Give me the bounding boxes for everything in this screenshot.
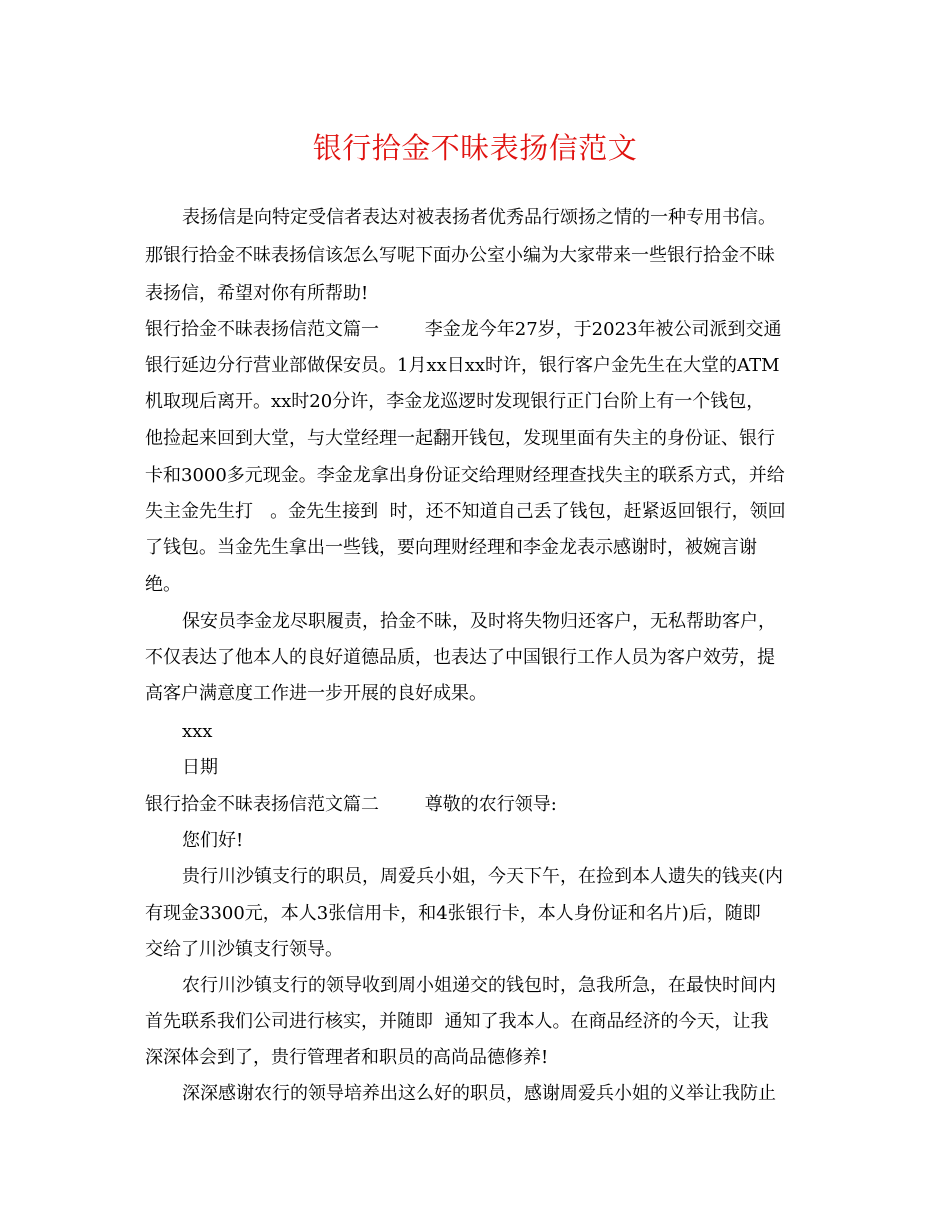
paragraph-line: 农行川沙镇支行的领导收到周小姐递交的钱包时，急我所急，在最快时间内 [182,975,776,996]
paragraph-line: 那银行拾金不昧表扬信该怎么写呢下面办公室小编为大家带来一些银行拾金不昧 [145,245,775,266]
paragraph-line: 失主金先生打 。金先生接到 时，还不知道自己丢了钱包，赶紧返回银行，领回 [145,501,786,522]
greeting-line: 您们好! [182,830,244,851]
paragraph-line: 银行拾金不昧表扬信范文篇一 李金龙今年27岁，于2023年被公司派到交通 [145,319,782,340]
signature-date: 日期 [182,757,218,778]
paragraph-line: 深深感谢农行的领导培养出这么好的职员，感谢周爱兵小姐的义举让我防止 [182,1083,776,1104]
document-title: 银行拾金不昧表扬信范文 [312,131,638,165]
paragraph-line: 首先联系我们公司进行核实，并随即 通知了我本人。在商品经济的今天，让我 [145,1011,769,1032]
paragraph-line: 深深体会到了，贵行管理者和职员的高尚品德修养! [145,1047,549,1068]
paragraph-line: 表扬信是向特定受信者表达对被表扬者优秀品行颂扬之情的一种专用书信。 [182,207,776,228]
paragraph-line: 绝。 [145,574,181,595]
paragraph-line: 高客户满意度工作进一步开展的良好成果。 [145,683,487,704]
paragraph-line: 他捡起来回到大堂，与大堂经理一起翻开钱包，发现里面有失主的身份证、银行 [145,428,775,449]
paragraph-line: 银行拾金不昧表扬信范文篇二 尊敬的农行领导: [145,794,557,815]
paragraph-line: 了钱包。当金先生拿出一些钱，要向理财经理和李金龙表示感谢时，被婉言谢 [145,537,757,558]
paragraph-line: 机取现后离开。xx时20分许，李金龙巡逻时发现银行正门台阶上有一个钱包， [145,391,765,412]
paragraph-line: 保安员李金龙尽职履责，拾金不昧，及时将失物归还客户，无私帮助客户， [182,611,776,632]
signature-name: xxx [182,721,213,742]
paragraph-line: 有现金3300元，本人3张信用卡，和4张银行卡，本人身份证和名片)后，随即 [145,903,761,924]
paragraph-line: 表扬信，希望对你有所帮助! [145,283,369,304]
paragraph-line: 贵行川沙镇支行的职员，周爱兵小姐，今天下午，在捡到本人遗失的钱夹(内 [182,866,784,887]
paragraph-line: 不仅表达了他本人的良好道德品质，也表达了中国银行工作人员为客户效劳，提 [145,647,775,668]
paragraph-line: 银行延边分行营业部做保安员。1月xx日xx时许，银行客户金先生在大堂的ATM [145,355,780,376]
paragraph-line: 卡和3000多元现金。李金龙拿出身份证交给理财经理查找失主的联系方式，并给 [145,465,785,486]
paragraph-line: 交给了川沙镇支行领导。 [145,939,343,960]
